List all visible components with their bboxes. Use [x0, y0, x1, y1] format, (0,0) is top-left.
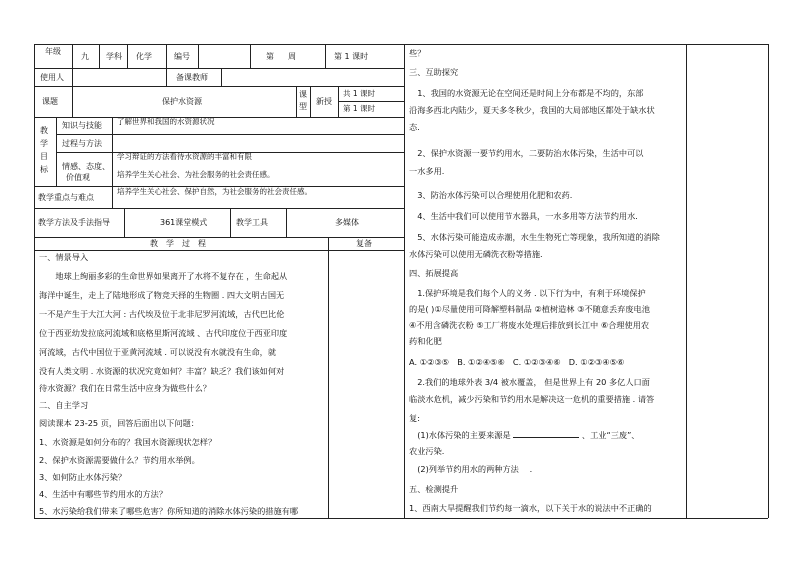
week-unit: 周 [288, 52, 296, 61]
right-line: 复: [409, 413, 420, 423]
left-line: 位于西亚幼发拉底河流域和底格里斯河流域 、古代印度位于西亚印度 [39, 328, 288, 338]
attitude-label-1: 情感、态度、 [62, 162, 110, 171]
tools-label: 教学工具 [236, 218, 268, 227]
grade-value: 九 [81, 52, 89, 61]
tools-value: 多媒体 [335, 218, 359, 227]
left-line: 1、水资源是如何分布的？我国水资源现状怎样？ [39, 437, 217, 447]
periods-current: 第 1 课时 [343, 104, 376, 113]
attitude-label-2: 价值观 [66, 173, 90, 182]
periods-total: 共 1 课时 [343, 89, 376, 98]
left-line: 一、情景导入 [39, 252, 89, 262]
left-line: 没有人类文明 . 水资源的状况究竟如何？丰富？缺乏？我们该如何对 [39, 366, 285, 376]
left-line: 海洋中诞生，走上了陆地形成了物竞天择的生物圈 . 四大文明古国无 [39, 290, 285, 300]
key-points-text: 培养学生关心社会、保护自然，为社会服务的社会责任感。 [117, 187, 312, 196]
objectives-group-label: 教 学 目 标 [40, 126, 48, 174]
right-line: 临淡水危机，减少污染和节约用水是解决这一危机的重要措施 . 请答 [409, 394, 655, 404]
right-line: 农业污染. [409, 446, 445, 456]
right-line: (2)列举节约用水的两种方法 . [409, 464, 533, 474]
answer-blank[interactable] [513, 429, 579, 438]
fill-blank-suffix: 、工业“三废”、 [581, 430, 640, 440]
right-line: A. ①②③⑤ B. ①②④⑤⑥ C. ①②③④⑥ D. ①②③④⑤⑥ [409, 357, 625, 367]
right-line: 2.我们的地球外表 3/4 被水覆盖， 但是世界上有 20 多亿人口面 [409, 377, 650, 387]
right-line: 1、西南大旱提醒我们节约每一滴水，以下关于水的说法中不正确的 [409, 503, 652, 513]
key-points-label: 教学重点与难点 [38, 193, 94, 202]
type-label: 课型 [299, 90, 307, 111]
section-heading: 五、检测提升 [409, 484, 459, 494]
left-line: 一不是产生于大江大河 : 古代埃及位于北非尼罗河流域，古代巴比伦 [39, 309, 285, 319]
notes-label: 复备 [356, 239, 372, 248]
method-value: 361课堂模式 [160, 218, 208, 227]
process-title: 教 学 过 程 [150, 239, 206, 248]
right-line: 的是( )①尽量使用可降解塑料制品 ②植树造林 ③不随意丢弃废电池 [409, 304, 650, 314]
left-line: 3、如何防止水体污染？ [39, 472, 127, 482]
fill-blank-question [409, 429, 640, 441]
week-label: 第 [266, 52, 274, 61]
left-line: 4、生活中有哪些节约用水的方法？ [39, 489, 168, 499]
knowledge-label: 知识与技能 [62, 121, 102, 130]
left-line: 待水资源？我们在日常生活中应身为做些什么？ [39, 383, 211, 393]
right-line: 1、我国的水资源无论在空间还是时间上分布都是不均的，东部 [409, 88, 644, 98]
section-heading: 四、拓展提高 [409, 268, 459, 278]
section-heading: 三、互助探究 [409, 67, 459, 77]
right-line: 5、水体污染可能造成赤潮，水生生物死亡等现象，我所知道的消除 [409, 232, 660, 242]
left-line: 地球上绚丽多彩的生命世界如果离开了水将不复存在 ，生命起从 [39, 271, 288, 281]
left-line: 阅读课本 23-25 页，回答后面出以下问题： [39, 418, 199, 428]
left-line: 5、水污染给我们带来了哪些危害？你所知道的消除水体污染的措施有哪 [39, 506, 299, 516]
subject-value: 化学 [136, 52, 152, 61]
right-line: 一水多用. [409, 166, 445, 176]
knowledge-text: 了解世界和我国的水资源状况 [117, 117, 215, 126]
left-line: 2、保护水资源需要做什么？节约用水举例。 [39, 455, 200, 465]
methods-label: 教学方法及手法指导 [38, 218, 110, 227]
period-value: 第 1 课时 [334, 52, 369, 61]
right-line: 1.保护环境是我们每个人的义务 . 以下行为中，有利于环境保护 [409, 288, 646, 298]
grade-label: 年级 [45, 47, 61, 56]
right-line: 水体污染可以使用无磷洗衣粉等措施. [409, 249, 543, 259]
number-label: 编号 [174, 52, 190, 61]
process-text: 学习辩证的方法看待水资源的丰富和有限 [117, 152, 252, 161]
subject-label: 学科 [106, 52, 122, 61]
user-label: 使用人 [40, 73, 64, 82]
right-line: 药和化肥 [409, 336, 442, 346]
fill-blank-prefix: (1)水体污染的主要来源是 [409, 430, 511, 440]
right-line: 沿海多西北内陆少，夏天多冬秋少，我国的大局部地区都处于缺水状 [409, 105, 655, 115]
right-line: 些？ [409, 48, 426, 58]
process-label: 过程与方法 [62, 139, 102, 148]
type-value: 新授 [316, 97, 332, 106]
right-line: 3、防治水体污染可以合理使用化肥和农药. [409, 190, 573, 200]
right-line: 4、生活中我们可以使用节水器具，一水多用等方法节约用水. [409, 211, 638, 221]
prep-teacher-label: 备课教师 [176, 73, 208, 82]
right-line: ④不用含磷洗衣粉 ⑤工厂将废水处理后排放到长江中 ⑥合理使用农 [409, 320, 650, 330]
topic-title: 保护水资源 [162, 97, 202, 106]
right-line: 2、保护水资源一要节约用水，二要防治水体污染，生活中可以 [409, 148, 644, 158]
left-line: 河流域，古代中国位于亚黄河流域 . 可以说没有水就没有生命，就 [39, 347, 277, 357]
right-line: 态. [409, 122, 420, 132]
attitude-text: 培养学生关心社会、为社会服务的社会责任感。 [117, 170, 275, 179]
topic-label: 课题 [42, 97, 58, 106]
left-line: 二、自主学习 [39, 400, 89, 410]
